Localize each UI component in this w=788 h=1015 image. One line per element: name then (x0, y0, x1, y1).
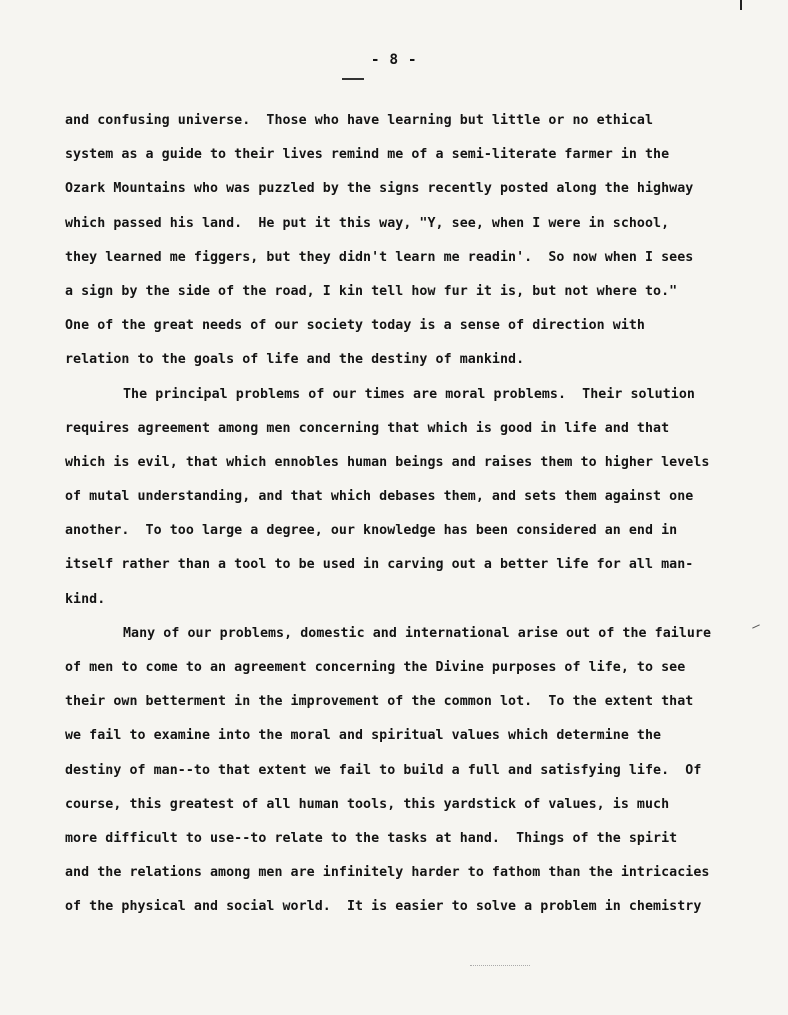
footer-smudge (470, 965, 530, 966)
paragraph (65, 104, 765, 378)
text-line: of mutal understanding, and that which debases them, and sets them against one (65, 489, 694, 505)
text-line: requires agreement among men concerning that which is good in life and that (65, 420, 670, 436)
body-text (65, 104, 765, 925)
text-line: Ozark Mountains who was puzzled by the signs recently posted along the highway (65, 181, 694, 197)
text-line: we fail to examine into the moral and spiritual values which determine the (65, 728, 662, 744)
text-line: of men to come to an agreement concerning the Divine purposes of life, to see (65, 660, 686, 675)
text-line: relation to the goals of life and the destiny of mankind. (65, 352, 525, 368)
page-number-underline (342, 78, 364, 80)
text-line: destiny of man--to that extent we fail to build a full and satisfying life. Of (65, 762, 702, 778)
paragraph (65, 378, 765, 617)
text-line: itself rather than a tool to be used in carving out a better life for all man- (65, 557, 694, 573)
text-line: The principal problems of our times are moral problems. Their solution (123, 386, 695, 402)
text-line: One of the great needs of our society today is a sense of direction with (65, 318, 645, 334)
paragraph (65, 617, 765, 925)
text-line: another. To too large a degree, our knowledge has been considered an end in (65, 523, 678, 539)
text-line: which is evil, that which ennobles human beings and raises them to higher levels (65, 454, 710, 470)
page-number: - 8 - (370, 52, 418, 68)
text-line: and confusing universe. Those who have learning but little or no ethical (65, 113, 654, 128)
text-line: of the physical and social world. It is easier to solve a problem in chemistry (65, 899, 702, 915)
text-line: and the relations among men are infinitely harder to fathom than the intricacies (65, 865, 710, 881)
text-line: more difficult to use--to relate to the tasks at hand. Things of the spirit (65, 830, 678, 846)
text-line: their own betterment in the improvement of the common lot. To the extent that (65, 694, 694, 710)
margin-mark (740, 0, 742, 10)
text-line: a sign by the side of the road, I kin tell how fur it is, but not where to." (65, 283, 678, 299)
text-line: Many of our problems, domestic and international arise out of the failure (123, 625, 712, 641)
text-line: course, this greatest of all human tools, this yardstick of values, is much (65, 796, 670, 812)
text-line: system as a guide to their lives remind me of a semi-literate farmer in the (65, 147, 670, 163)
text-line: which passed his land. He put it this way, "Y, see, when I were in school, (65, 215, 670, 231)
text-line: kind. (65, 591, 106, 607)
text-line: they learned me figgers, but they didn't learn me readin'. So now when I sees (65, 249, 694, 265)
